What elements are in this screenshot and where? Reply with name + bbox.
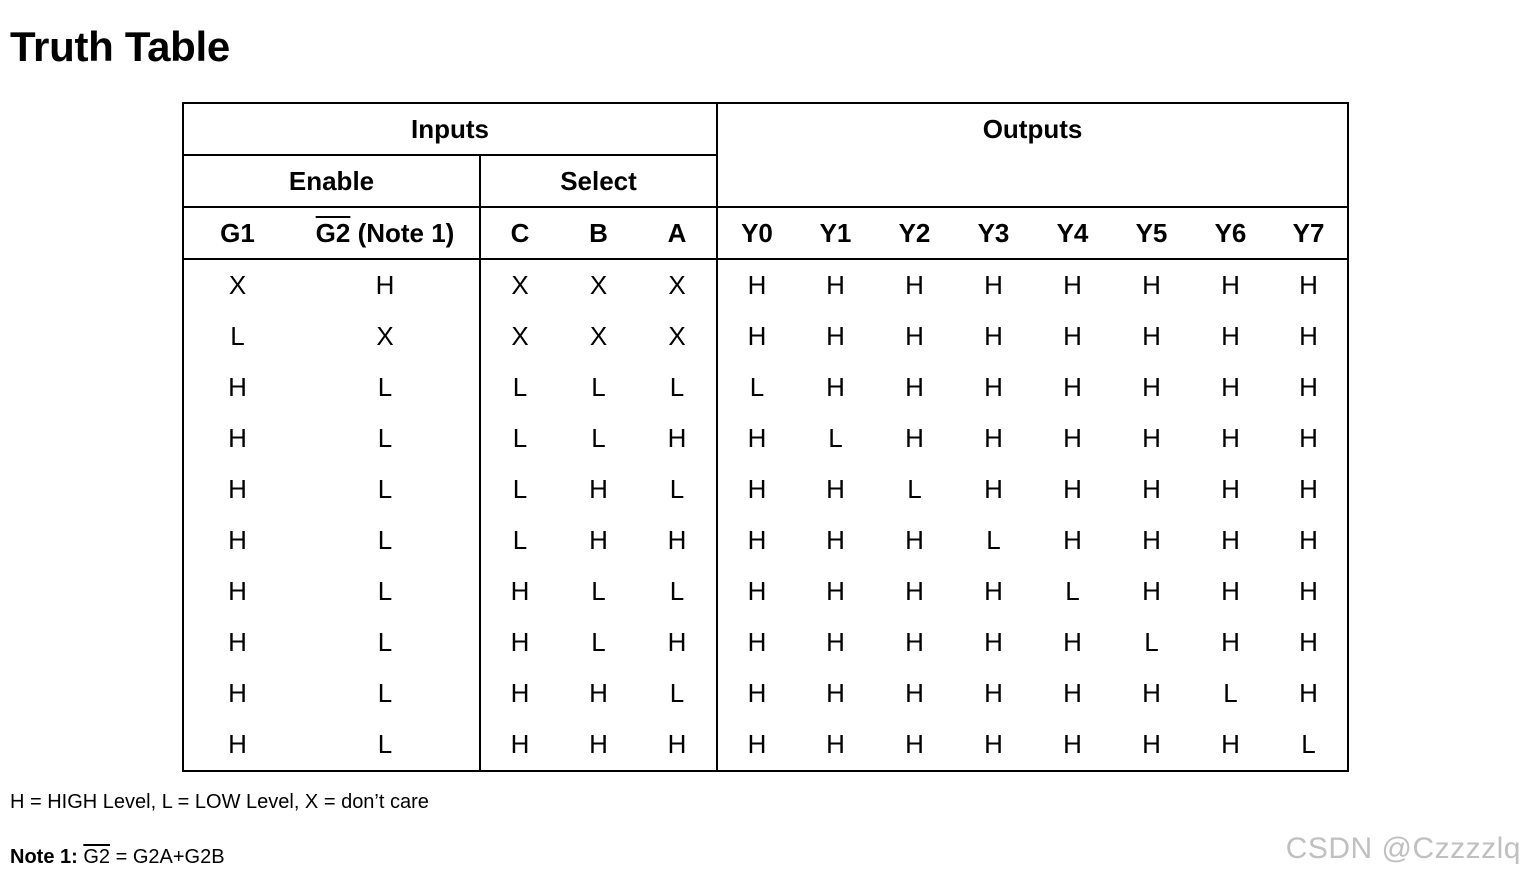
table-cell: H [510, 576, 530, 606]
table-cell: H [905, 270, 924, 300]
table-cell: H [826, 321, 845, 351]
table-cell: L [749, 372, 765, 402]
table-cell: H [1299, 627, 1318, 657]
table-cell: H [1142, 474, 1161, 504]
table-cell: H [1142, 678, 1161, 708]
col-y7: Y7 [1270, 207, 1348, 259]
table-cell: H [589, 525, 608, 555]
table-cell: H [984, 678, 1003, 708]
table-cell: X [638, 311, 717, 362]
table-cell: H [1221, 270, 1240, 300]
table-cell: H [905, 423, 924, 453]
table-cell: H [747, 270, 767, 300]
col-b: B [559, 207, 638, 259]
table-cell: H [1063, 474, 1082, 504]
table-cell: H [1299, 321, 1318, 351]
truth-table [182, 102, 1349, 772]
table-cell: H [1299, 678, 1318, 708]
col-y2: Y2 [875, 207, 954, 259]
table-cell: H [1063, 372, 1082, 402]
table-cell: H [228, 678, 247, 708]
table-cell: H [1063, 729, 1082, 759]
table-cell: H [589, 474, 608, 504]
table-cell: H [826, 474, 845, 504]
table-cell: H [747, 423, 767, 453]
col-y0: Y0 [717, 207, 796, 259]
table-cell: L [291, 413, 480, 464]
g2-note-ref: (Note 1) [350, 217, 455, 248]
col-y1: Y1 [796, 207, 875, 259]
table-cell: H [228, 729, 247, 759]
table-cell: H [747, 627, 767, 657]
table-cell: L [230, 321, 245, 351]
table-cell: H [984, 627, 1003, 657]
table-cell: H [905, 576, 924, 606]
table-cell: H [1063, 678, 1082, 708]
table-cell: H [1221, 627, 1240, 657]
table-cell: L [591, 372, 606, 402]
table-cell: H [1221, 525, 1240, 555]
table-row [183, 566, 1348, 617]
watermark: CSDN @Czzzzlq [1285, 832, 1521, 865]
col-y4: Y4 [1033, 207, 1112, 259]
table-cell: H [984, 474, 1003, 504]
table-cell: H [905, 372, 924, 402]
table-cell: L [1065, 576, 1080, 606]
table-row [183, 362, 1348, 413]
table-cell: H [984, 423, 1003, 453]
table-cell: L [291, 617, 480, 668]
table-row [183, 413, 1348, 464]
table-cell: H [747, 729, 767, 759]
truth-table-body [183, 259, 1348, 771]
table-cell: H [228, 525, 247, 555]
table-cell: L [828, 423, 843, 453]
table-cell: H [1063, 270, 1082, 300]
table-cell: H [638, 515, 717, 566]
table-cell: H [638, 719, 717, 771]
table-cell: H [1142, 576, 1161, 606]
table-cell: L [1144, 627, 1159, 657]
table-cell: L [638, 566, 717, 617]
table-cell: H [984, 729, 1003, 759]
table-cell: L [638, 668, 717, 719]
table-cell: H [1063, 423, 1082, 453]
col-y3: Y3 [954, 207, 1033, 259]
table-cell: L [291, 668, 480, 719]
table-cell: H [291, 259, 480, 311]
table-cell: H [826, 372, 845, 402]
table-cell: H [638, 617, 717, 668]
table-cell: X [589, 321, 608, 351]
table-cell: H [984, 321, 1003, 351]
table-cell: L [591, 576, 606, 606]
table-cell: H [747, 474, 767, 504]
table-cell: H [905, 627, 924, 657]
table-cell: H [1299, 474, 1318, 504]
table-cell: H [747, 678, 767, 708]
table-cell: L [986, 525, 1001, 555]
table-cell: H [1142, 321, 1161, 351]
table-cell: H [826, 678, 845, 708]
table-cell: H [638, 413, 717, 464]
page-title: Truth Table [10, 23, 230, 70]
table-cell: L [291, 362, 480, 413]
table-cell: H [228, 474, 247, 504]
table-cell: L [512, 474, 528, 504]
table-cell: H [826, 576, 845, 606]
table-cell: H [1142, 423, 1161, 453]
table-cell: H [1221, 729, 1240, 759]
table-cell: H [1063, 321, 1082, 351]
table-cell: H [905, 678, 924, 708]
table-cell: H [747, 321, 767, 351]
table-cell: H [905, 321, 924, 351]
col-g1: G1 [183, 207, 291, 259]
table-cell: H [1142, 372, 1161, 402]
table-cell: H [1142, 270, 1161, 300]
table-cell: L [512, 423, 528, 453]
note-label: Note 1: [10, 846, 78, 868]
table-cell: H [510, 678, 530, 708]
table-cell: X [228, 270, 247, 300]
table-cell: H [1063, 627, 1082, 657]
inputs-header: Inputs [183, 103, 717, 155]
table-cell: H [747, 576, 767, 606]
table-cell: H [984, 576, 1003, 606]
table-cell: L [291, 515, 480, 566]
table-cell: X [638, 259, 717, 311]
table-cell: X [589, 270, 608, 300]
table-cell: H [984, 270, 1003, 300]
col-y6: Y6 [1191, 207, 1270, 259]
table-cell: H [984, 372, 1003, 402]
table-cell: H [510, 627, 530, 657]
table-cell: H [826, 525, 845, 555]
table-row [183, 464, 1348, 515]
table-cell: H [1299, 270, 1318, 300]
table-cell: H [228, 576, 247, 606]
table-cell: X [511, 321, 529, 351]
table-cell: H [1299, 576, 1318, 606]
table-cell: H [826, 270, 845, 300]
table-cell: H [510, 729, 530, 759]
table-cell: H [826, 729, 845, 759]
table-row [183, 668, 1348, 719]
g2-overline-symbol: G2 [315, 217, 351, 248]
table-cell: H [228, 372, 247, 402]
table-cell: L [512, 525, 528, 555]
table-cell: L [291, 566, 480, 617]
table-row [183, 515, 1348, 566]
table-cell: H [1221, 372, 1240, 402]
table-cell: H [905, 525, 924, 555]
table-cell: H [826, 627, 845, 657]
note-rest: = G2A+G2B [110, 846, 225, 868]
table-cell: L [512, 372, 528, 402]
table-cell: L [907, 474, 922, 504]
table-cell: L [1301, 729, 1316, 759]
note-1 [10, 846, 225, 869]
table-cell: H [1063, 525, 1082, 555]
col-a: A [638, 207, 717, 259]
table-cell: X [511, 270, 529, 300]
table-cell: L [591, 627, 606, 657]
note-g2-symbol: G2 [83, 846, 111, 868]
table-cell: H [589, 678, 608, 708]
table-cell: H [905, 729, 924, 759]
table-cell: L [638, 464, 717, 515]
col-g2 [291, 207, 480, 259]
table-cell: H [1221, 423, 1240, 453]
table-cell: H [1142, 729, 1161, 759]
outputs-header: Outputs [717, 103, 1348, 207]
table-row [183, 617, 1348, 668]
table-cell: H [589, 729, 608, 759]
table-cell: L [638, 362, 717, 413]
table-cell: H [1299, 372, 1318, 402]
table-cell: H [1142, 525, 1161, 555]
table-cell: L [1223, 678, 1238, 708]
table-cell: L [591, 423, 606, 453]
legend-text: H = HIGH Level, L = LOW Level, X = don’t care [10, 791, 429, 813]
col-c: C [480, 207, 559, 259]
table-cell: L [291, 719, 480, 771]
enable-header: Enable [183, 155, 480, 207]
table-cell: H [1299, 423, 1318, 453]
table-row [183, 259, 1348, 311]
table-cell: H [1221, 321, 1240, 351]
table-cell: L [291, 464, 480, 515]
table-cell: H [228, 627, 247, 657]
table-cell: H [1221, 474, 1240, 504]
table-row [183, 311, 1348, 362]
table-cell: H [1299, 525, 1318, 555]
table-cell: X [291, 311, 480, 362]
table-row [183, 719, 1348, 771]
table-cell: H [747, 525, 767, 555]
select-header: Select [480, 155, 717, 207]
table-cell: H [228, 423, 247, 453]
col-y5: Y5 [1112, 207, 1191, 259]
table-cell: H [1221, 576, 1240, 606]
